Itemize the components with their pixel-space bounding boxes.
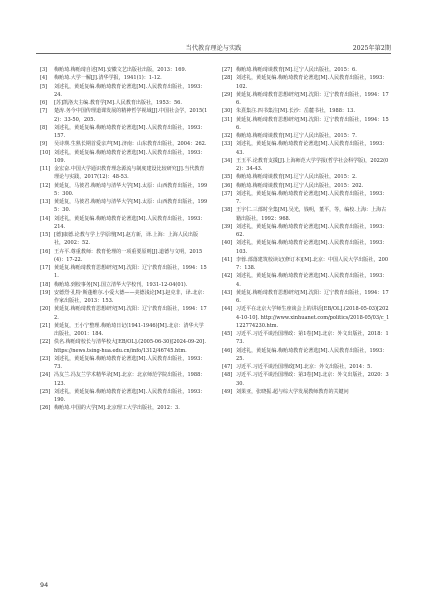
reference-number: [27]	[222, 67, 233, 73]
reference-entry	[222, 388, 390, 396]
reference-entry	[40, 231, 208, 248]
reference-number: [32]	[222, 133, 233, 139]
reference-number: [42]	[222, 273, 233, 280]
reference-entry	[40, 140, 208, 148]
reference-entry	[222, 223, 390, 240]
reference-number: [34]	[222, 157, 233, 164]
reference-number: [10]	[40, 149, 51, 156]
reference-number: [44]	[222, 306, 233, 313]
reference-number: [14]	[40, 215, 51, 222]
running-header	[36, 40, 391, 54]
reference-entry	[222, 66, 390, 74]
reference-number: [8]	[40, 124, 48, 131]
reference-number: [38]	[222, 207, 233, 214]
reference-text: 黄延复.梅贻琦教育思想研究[M].沈阳：辽宁教育出版社，1994：156.	[236, 116, 389, 131]
reference-text: 黄延复.梅贻琦教育思想研究[M].沈阳：辽宁教育出版社，1994：176.	[236, 91, 389, 106]
reference-entry	[222, 272, 390, 289]
reference-number: [21]	[40, 322, 51, 329]
reference-number: [30]	[222, 108, 233, 115]
reference-entry	[222, 256, 390, 273]
reference-entry	[40, 404, 208, 412]
reference-text: 黄延复.梅贻琦教育思想研究[M].沈阳：辽宁教育出版社，1994：151.	[54, 265, 207, 280]
reference-text: 冯友兰.冯友兰学术精华录[M].北京：北京师范学院出版社，1988：123.	[54, 372, 206, 387]
reference-entry	[40, 305, 208, 322]
reference-text: 刘述礼，黄延复编.梅贻琦教育论著选[M].人民教育出版社，1993：24.	[54, 83, 206, 98]
reference-text: 梅贻琦.梅贻琦谈教育[M].辽宁人民出版社，2015：7.	[236, 133, 357, 139]
references-left-column	[40, 66, 208, 413]
reference-text: 黄延复，马彼君.梅贻琦与清华大学[M].太原：山西教育出版社，1995：30.	[54, 199, 208, 214]
reference-text: 梅贻琦.梅贻琦谈教育[M].辽宁人民出版社，2015：2.	[236, 174, 357, 181]
reference-text: 黄延复.梅贻琦教育思想研究[M].沈阳：辽宁教育出版社，1994：172.	[54, 306, 207, 321]
reference-entry	[222, 330, 390, 347]
reference-number: [25]	[40, 388, 51, 395]
reference-number: [3]	[40, 67, 48, 73]
reference-number: [28]	[222, 75, 233, 82]
reference-number: [49]	[222, 388, 233, 395]
reference-number: [11]	[40, 166, 51, 172]
reference-text: 刘述礼，黄延复编.梅贻琦教育论著选[M].人民教育出版社，1993：103.	[236, 240, 388, 255]
reference-number: [19]	[40, 289, 51, 296]
reference-entry	[40, 66, 208, 74]
reference-text: 习近平.习近平谈治国理政[M].北京：外文出版社，2014：5.	[236, 364, 372, 370]
reference-number: [29]	[222, 91, 233, 98]
reference-number: [48]	[222, 372, 233, 379]
reference-entry	[40, 99, 208, 107]
reference-entry	[40, 182, 208, 199]
reference-text: 刘述礼，黄延复编.梅贻琦教育论著选[M].人民教育出版社，1993：25.	[236, 347, 388, 362]
reference-number: [35]	[222, 174, 233, 181]
reference-text: 王卉平.尊重教师：教育伦理的一项重要原则[J].道德与文明，2015(4)：17-22.	[54, 248, 203, 263]
reference-text: 梅贻琦.梅贻琦谈教育[M].辽宁人民出版社，2015：202.	[236, 182, 364, 189]
reference-text: 刘果亚，张晓振.超与综大学发展教师教育的关键问	[236, 388, 349, 395]
reference-text: 黄延复，马彼君.梅贻琦与清华大学[M].太原：山西教育出版社，1995：300.	[54, 182, 208, 197]
reference-entry	[40, 388, 208, 405]
reference-text: 习近平.习近平谈治国理政：第3卷[M].北京：外文出版社，2020：330.	[236, 372, 389, 387]
reference-entry	[222, 206, 390, 223]
reference-entry	[40, 289, 208, 306]
reference-entry	[222, 74, 390, 91]
reference-number: [16]	[40, 248, 51, 255]
reference-text: [苏]凯洛夫主编.教育学[M].人民教育出版社，1953：56.	[54, 100, 182, 106]
reference-entry	[40, 107, 208, 124]
reference-number: [17]	[40, 265, 51, 271]
reference-text: 王宇仁.三部时全集[M].吴光，钱明，董平，等，编校.上海：上海古籍出版社，1992：968.	[236, 207, 387, 222]
reference-entry	[222, 190, 390, 207]
reference-entry	[40, 165, 208, 182]
reference-text: 安德烈·孔特·斯蓬维尔.小爱大德——美德浅论[M].赵克非，译.北京：作家出版社，2013：153.	[54, 289, 208, 304]
header-rule	[36, 53, 391, 54]
reference-entry	[40, 355, 208, 372]
reference-text: 刘述礼，黄延复编.梅贻琦教育论著选[M].人民教育出版社，1993：109.	[54, 149, 206, 164]
reference-number: [39]	[222, 223, 233, 230]
reference-number: [7]	[40, 108, 48, 115]
reference-number: [41]	[222, 256, 233, 263]
reference-text: 王玉平.论教育支援[J].上海师范大学学报(哲学社会科学版)，2022(02)：34-43.	[236, 157, 389, 172]
reference-text: 刘述礼，黄延复编.梅贻琦教育论著选[M].人民教育出版社，1993：73.	[54, 355, 206, 370]
reference-text: 梅贻琦.到校事务[N].国立清华大学校刊，1931-12-04(01).	[54, 281, 188, 288]
reference-entry	[40, 124, 208, 141]
reference-text: 黄延复，王小宁整理.梅贻琦日记(1941-1946)[M].北京：清华大学出版社，2001：184.	[54, 322, 204, 337]
reference-text: 刘述礼，黄延复编.梅贻琦教育论著选[M].人民教育出版社，1993：7.	[236, 190, 388, 205]
reference-number: [12]	[40, 182, 51, 189]
reference-text: 朱熹集注.四书集注[M].长沙：岳麓书社，1988：13.	[236, 108, 355, 115]
reference-entry	[222, 140, 390, 157]
reference-number: [31]	[222, 116, 233, 123]
reference-entry	[222, 173, 390, 181]
reference-number: [33]	[222, 141, 233, 148]
reference-entry	[222, 347, 390, 364]
reference-number: [46]	[222, 347, 233, 354]
reference-entry	[40, 149, 208, 166]
references-right-column	[222, 66, 390, 396]
reference-number: [22]	[40, 339, 51, 346]
journal-title: 当代教育理论与实践	[185, 45, 242, 52]
reference-number: [45]	[222, 331, 233, 337]
reference-text: 梅贻琦.大学一解[J].清华学报，1941(1)：1-12.	[54, 75, 162, 82]
reference-entry	[222, 116, 390, 133]
reference-entry	[222, 289, 390, 306]
reference-text: [德]康德.论教与学上学原理[M].赵方新，译.上海：上海人民出版社，2002：52.	[54, 232, 199, 247]
reference-entry	[40, 264, 208, 281]
reference-text: 刘述礼，黄延复编.梅贻琦教育论著选[M].人民教育出版社，1993：157.	[54, 124, 206, 139]
reference-entry	[222, 91, 390, 108]
reference-entry	[222, 305, 390, 330]
reference-entry	[40, 281, 208, 289]
reference-number: [15]	[40, 232, 51, 238]
reference-number: [40]	[222, 240, 233, 247]
reference-text: 楚涛.务今中国传理道课发展的精神哲学视域[J].中国社会学，2015(12)：33-50，205.	[54, 108, 208, 123]
reference-text: 刘述礼，黄延复编.梅贻琦教育论著选[M].人民教育出版社，1993：43.	[236, 141, 388, 156]
reference-number: [43]	[222, 289, 233, 296]
reference-text: 习近平.习近平谈治国理政：第1卷[M].北京：外文出版社，2018：173.	[236, 331, 389, 346]
reference-text: 吴诗瑛.生熟长期首爱亲声[M].济南：山东教育出版社，2004：262.	[54, 141, 207, 148]
reference-number: [4]	[40, 75, 48, 82]
reference-number: [47]	[222, 364, 233, 370]
reference-number: [37]	[222, 190, 233, 197]
reference-entry	[222, 132, 390, 140]
reference-number: [26]	[40, 405, 51, 412]
reference-number: [20]	[40, 306, 51, 313]
reference-text: 梅贻琦.梅贻琦谈教育[M].辽宁人民出版社，2015：6.	[236, 67, 357, 73]
reference-entry	[222, 157, 390, 174]
reference-entry	[222, 363, 390, 371]
reference-entry	[40, 338, 208, 355]
reference-entry	[222, 182, 390, 190]
reference-text: 金宏奋.中国大学通识教育理念源流与制度建设比较研究[J].当代教育理论与实践，2017(12)：48-53.	[54, 166, 205, 181]
reference-number: [9]	[40, 141, 48, 148]
reference-text: 梅贻琦.梅贻琦自述[M].安徽文艺出版社出版，2013：169.	[54, 67, 187, 73]
reference-entry	[40, 198, 208, 215]
reference-entry	[222, 107, 390, 115]
reference-text: 刘述礼，黄延复编.梅贻琦教育论著选[M].人民教育出版社，1993：4.	[236, 273, 388, 288]
reference-number: [5]	[40, 83, 48, 90]
reference-entry	[40, 248, 208, 265]
reference-entry	[40, 322, 208, 339]
reference-number: [6]	[40, 100, 48, 106]
reference-entry	[40, 83, 208, 100]
reference-number: [18]	[40, 281, 51, 288]
reference-text: 刘述礼，黄延复编.梅贻琦教育论著选[M].人民教育出版社，1993：102.	[236, 75, 388, 90]
reference-text: 习近平在北京大学师生座谈会上的讲话[EB/OL].(2018-05-03)[2024-10-10]. http://www.xinhuanet.com/politics/2018-05/03/c_1122774230.htm.	[236, 306, 390, 329]
reference-text: 刘述礼，黄延复编.梅贻琦教育论著选[M].人民教育出版社，1993：62.	[236, 223, 388, 238]
page-number: 94	[40, 581, 49, 589]
reference-entry	[40, 215, 208, 232]
reference-text: 刘述礼，黄延复编.梅贻琦教育论著选[M].人民教育出版社，1993：190.	[54, 388, 206, 403]
reference-entry	[40, 371, 208, 388]
reference-text: 佚名.梅贻琦校长与清华校大[EB/OL].(2005-06-30)[2024-09-20].https://news.tsing-hua.edu.cn/info/1312/46745.htm.	[54, 339, 206, 354]
reference-entry	[40, 74, 208, 82]
reference-text: 梅贻琦.中国的大学[M].北京理工大学出版社，2012：3.	[54, 405, 180, 412]
reference-number: [23]	[40, 355, 51, 362]
reference-number: [36]	[222, 182, 233, 189]
reference-number: [13]	[40, 199, 51, 205]
reference-text: 黄延复.梅贻琦教育思想研究[M].沈阳：辽宁教育出版社，1994：176.	[236, 289, 389, 304]
reference-entry	[222, 239, 390, 256]
reference-text: 刘述礼，黄延复编.梅贻琦教育论著选[M].人民教育出版社，1993：214.	[54, 215, 206, 230]
issue-label: 2025年第2期	[352, 45, 391, 52]
reference-number: [24]	[40, 372, 51, 379]
reference-text: 李蓉.部落建筑校读记(修订本)[M].北京：中国人民大学出版社，2007：138.	[236, 256, 389, 271]
reference-entry	[222, 371, 390, 388]
